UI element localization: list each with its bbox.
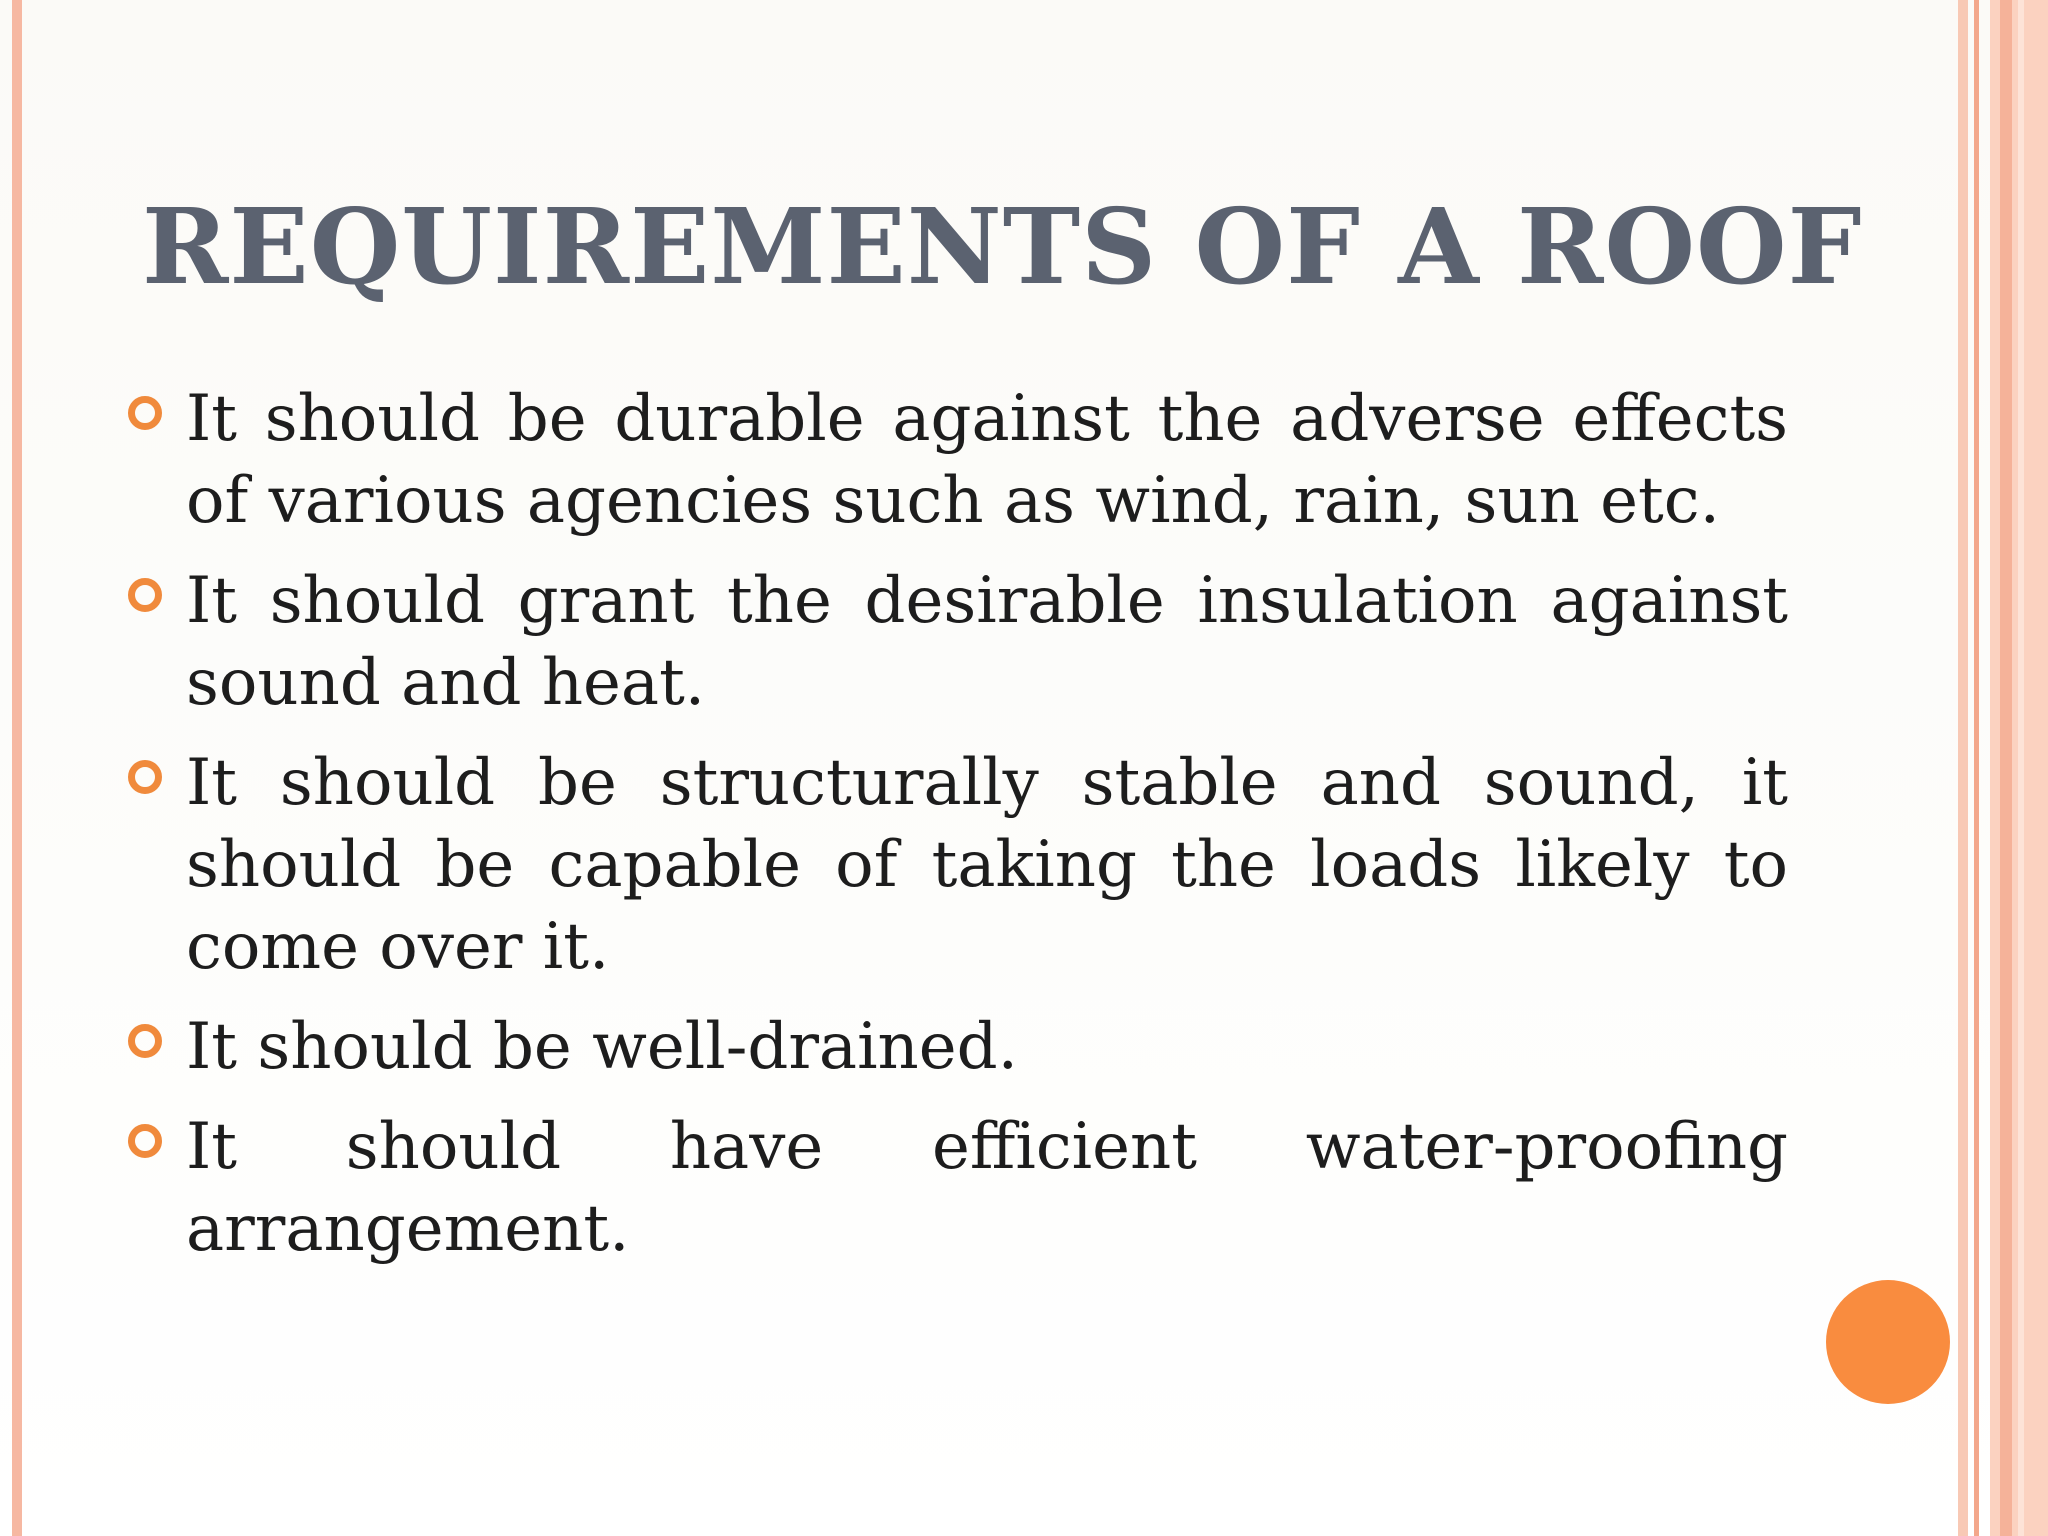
orange-dot-icon <box>1826 1280 1950 1404</box>
hollow-circle-icon <box>128 1124 162 1158</box>
bullet-text: It should grant the desirable insulation against sound and heat. <box>186 564 1788 720</box>
bullet-text: It should be well-drained. <box>186 1010 1018 1084</box>
right-frame-stripe <box>2018 0 2024 1536</box>
hollow-circle-icon <box>128 1024 162 1058</box>
bullet-item <box>128 1006 1788 1088</box>
hollow-circle-icon <box>128 578 162 612</box>
bullet-item <box>128 742 1788 988</box>
bullet-list <box>128 378 1788 1288</box>
bullet-text: It should have efficient water-proofing arrangement. <box>186 1110 1788 1266</box>
bullet-item <box>128 1106 1788 1270</box>
bullet-text: It should be durable against the adverse effects of various agencies such as wind, rain, sun etc. <box>186 382 1788 538</box>
hollow-circle-icon <box>128 760 162 794</box>
bullet-text: It should be structurally stable and sound, it should be capable of taking the loads likely to come over it. <box>186 746 1788 984</box>
right-frame-stripe <box>1958 0 1968 1536</box>
left-border-stripe <box>12 0 22 1536</box>
bullet-item <box>128 378 1788 542</box>
right-frame-stripe <box>1974 0 1979 1536</box>
bullet-item <box>128 560 1788 724</box>
hollow-circle-icon <box>128 396 162 430</box>
slide-title: REQUIREMENTS OF A ROOF <box>142 185 1863 308</box>
right-frame-stripe <box>2000 0 2012 1536</box>
